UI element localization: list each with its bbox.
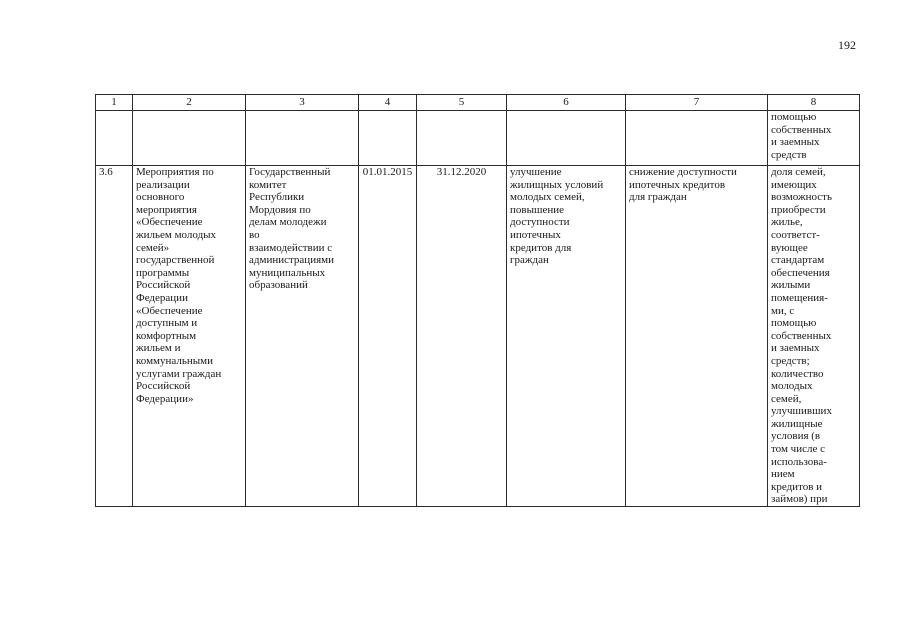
table-row-3-6 bbox=[96, 166, 860, 507]
column-header-8: 8 bbox=[768, 95, 860, 111]
column-header-3: 3 bbox=[246, 95, 359, 111]
table-row-continuation bbox=[96, 111, 860, 166]
cell-executor: Государственный комитет Республики Мордовия по делам молодежи во взаимодействии с администрациями муниципальных образований bbox=[246, 166, 359, 507]
cell-empty bbox=[626, 111, 768, 166]
column-header-6: 6 bbox=[507, 95, 626, 111]
column-header-4: 4 bbox=[359, 95, 417, 111]
column-header-2: 2 bbox=[133, 95, 246, 111]
cell-event-name: Мероприятия по реализации основного мероприятия «Обеспечение жильем молодых семей» государственной программы Российской Федерации «Обеспечение доступным и комфортным жильем и коммунальными услугами граждан Российской Федерации» bbox=[133, 166, 246, 507]
column-header-1: 1 bbox=[96, 95, 133, 111]
program-table bbox=[95, 94, 860, 507]
column-header-5: 5 bbox=[417, 95, 507, 111]
cell-indicator-continuation: помощью собственных и заемных средств bbox=[768, 111, 860, 166]
cell-empty bbox=[417, 111, 507, 166]
cell-consequence: снижение доступности ипотечных кредитов для граждан bbox=[626, 166, 768, 507]
column-header-7: 7 bbox=[626, 95, 768, 111]
table-header-row bbox=[96, 95, 860, 111]
page-number: 192 bbox=[838, 38, 856, 52]
cell-empty bbox=[359, 111, 417, 166]
cell-empty bbox=[133, 111, 246, 166]
cell-empty bbox=[507, 111, 626, 166]
cell-indicator: доля семей, имеющих возможность приобрести жилье, соответст- вующее стандартам обеспечения жилыми помещения- ми, с помощью собственных и заемных средств; количество молодых семей, улучшивших жилищные условия (в том числе с использова- нием кредитов и займов) при bbox=[768, 166, 860, 507]
cell-row-number: 3.6 bbox=[96, 166, 133, 507]
cell-start-date: 01.01.2015 bbox=[359, 166, 417, 507]
cell-empty bbox=[96, 111, 133, 166]
cell-end-date: 31.12.2020 bbox=[417, 166, 507, 507]
cell-empty bbox=[246, 111, 359, 166]
cell-expected-result: улучшение жилищных условий молодых семей, повышение доступности ипотечных кредитов для граждан bbox=[507, 166, 626, 507]
